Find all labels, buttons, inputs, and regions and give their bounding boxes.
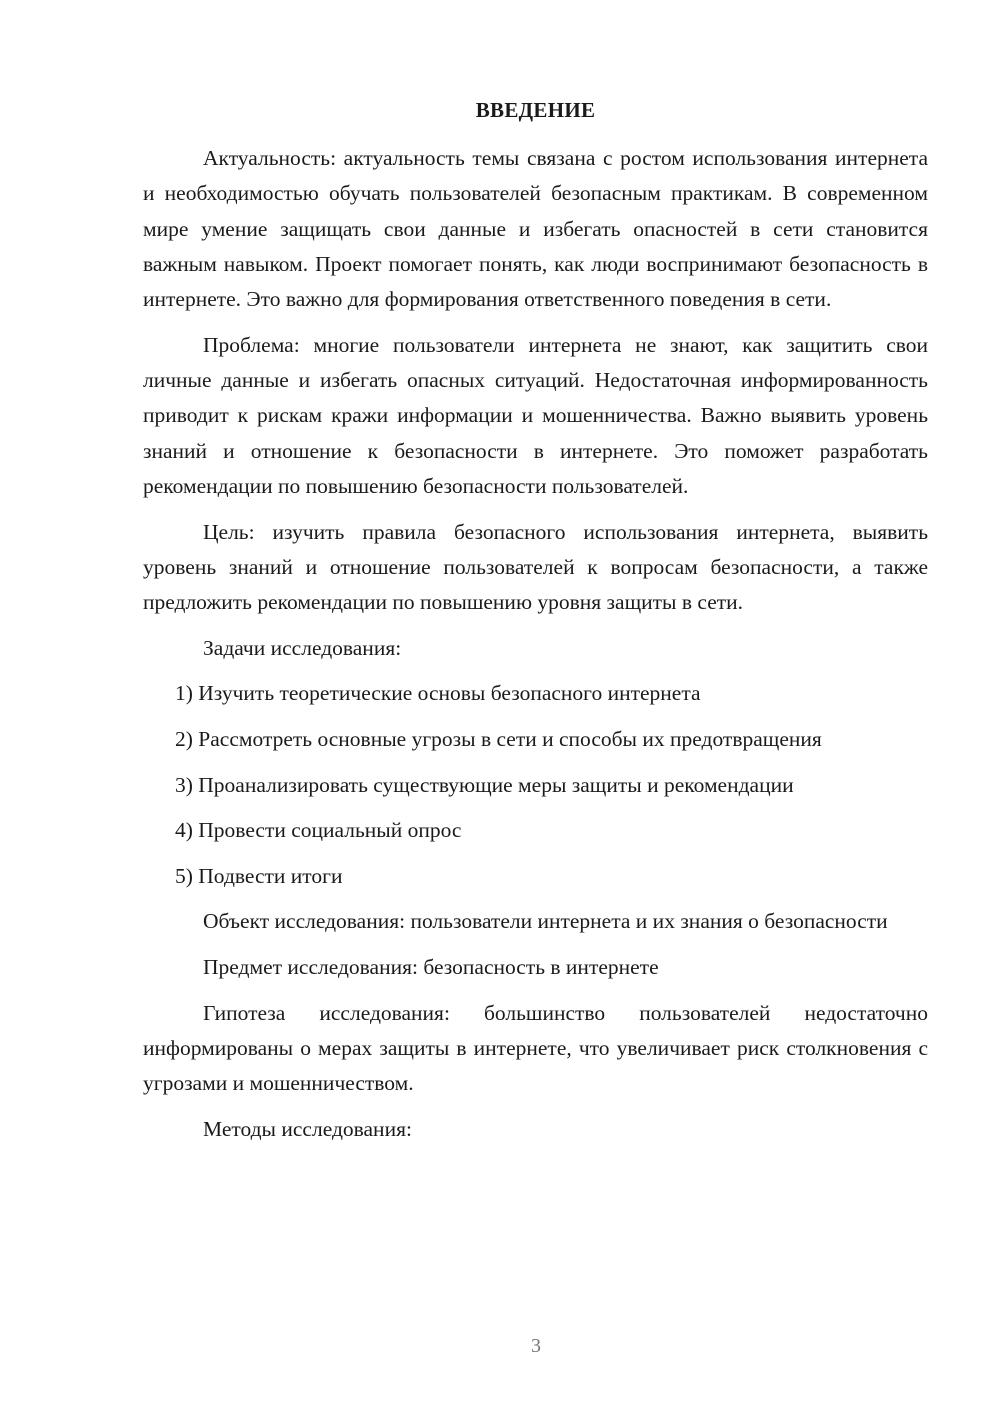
section-title: ВВЕДЕНИЕ	[475, 98, 596, 122]
paragraph-hypothesis: Гипотеза исследования: большинство пользователей недостаточно информированы о мерах защиты в интернете, что увеличивает риск столкновения с угрозами и мошенничеством.	[143, 1000, 928, 1096]
document-body	[143, 141, 928, 1157]
list-item: 2) Рассмотреть основные угрозы в сети и способы их предотвращения	[175, 726, 822, 751]
tasks-list	[143, 676, 928, 894]
paragraph-subject: Предмет исследования: безопасность в интернете	[203, 954, 659, 979]
list-item: 4) Провести социальный опрос	[175, 818, 462, 843]
paragraph-relevance: Актуальность: актуальность темы связана с ростом использования интернета и необходимостью обучать пользователей безопасным практикам. В современном мире умение защищать свои данные и избегать опасностей в сети становится важным навыком. Проект помогает понять, как люди воспринимают безопасность в интернете. Это важно для формирования ответственного поведения в сети.	[143, 146, 928, 312]
tasks-heading: Задачи исследования:	[203, 635, 402, 660]
page-number: 3	[531, 1335, 541, 1357]
paragraph-object: Объект исследования: пользователи интернета и их знания о безопасности	[203, 909, 888, 934]
paragraph-methods: Методы исследования:	[203, 1116, 412, 1141]
list-item: 5) Подвести итоги	[175, 863, 343, 888]
list-item: 3) Проанализировать существующие меры защиты и рекомендации	[175, 772, 794, 797]
paragraph-problem: Проблема: многие пользователи интернета не знают, как защитить свои личные данные и избегать опасных ситуаций. Недостаточная информированность приводит к рискам кражи информации и мошенничества. Важно выявить уровень знаний и отношение к безопасности в интернете. Это поможет разработать рекомендации по повышению безопасности пользователей.	[143, 332, 928, 498]
paragraph-goal: Цель: изучить правила безопасного использования интернета, выявить уровень знаний и отношение пользователей к вопросам безопасности, а также предложить рекомендации по повышению уровня защиты в сети.	[143, 519, 928, 615]
list-item: 1) Изучить теоретические основы безопасного интернета	[175, 681, 701, 706]
